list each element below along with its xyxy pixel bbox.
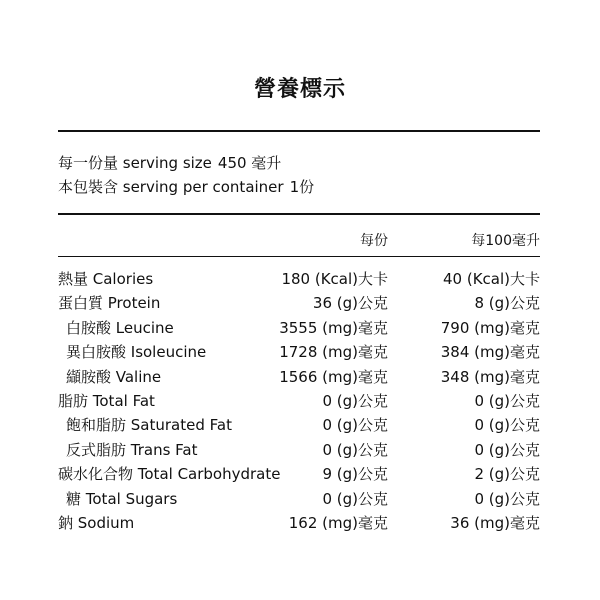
per-100ml-value: 36 (mg)毫克 [450,514,540,532]
column-header-per-100ml: 每100毫升 [471,233,540,249]
per-serving-value: 36 (g)公克 [312,294,388,312]
divider-header [58,256,540,257]
per-serving-value: 0 (g)公克 [322,416,388,434]
nutrient-row-sodium [58,512,540,536]
nutrient-row-protein [58,292,540,316]
serving-size [58,152,287,173]
nutrient-row-trans-fat [58,439,540,463]
per-100ml-value: 0 (g)公克 [474,392,540,410]
nutrient-row-calories [58,268,540,292]
nutrient-row-leucine [58,317,540,341]
nutrient-name: 糖 Total Sugars [66,490,178,508]
nutrient-name: 脂肪 Total Fat [58,392,155,410]
nutrient-name: 纈胺酸 Valine [66,368,162,386]
divider-middle [58,213,540,215]
servings-per-container-label: 本包裝含 serving per container [58,178,284,196]
servings-per-container [58,176,320,197]
per-100ml-value: 790 (mg)毫克 [440,319,540,337]
nutrient-name: 熱量 Calories [58,270,154,288]
per-100ml-value: 8 (g)公克 [474,294,540,312]
per-serving-value: 9 (g)公克 [322,465,388,483]
per-100ml-value: 40 (Kcal)大卡 [442,270,540,288]
nutrient-row-valine [58,366,540,390]
nutrient-name: 異白胺酸 Isoleucine [66,343,207,361]
per-serving-value: 1728 (mg)毫克 [279,343,388,361]
serving-size-value: 450 毫升 [217,154,282,172]
nutrient-row-sugars [58,488,540,512]
per-100ml-value: 2 (g)公克 [474,465,540,483]
per-serving-value: 180 (Kcal)大卡 [281,270,388,288]
page-title: 營養標示 [253,77,346,102]
per-serving-value: 0 (g)公克 [322,392,388,410]
per-100ml-value: 348 (mg)毫克 [440,368,540,386]
nutrient-name: 碳水化合物 Total Carbohydrate [58,465,281,483]
per-100ml-value: 0 (g)公克 [474,416,540,434]
nutrient-name: 鈉 Sodium [58,514,135,532]
per-100ml-value: 0 (g)公克 [474,490,540,508]
per-serving-value: 0 (g)公克 [322,441,388,459]
per-100ml-value: 384 (mg)毫克 [440,343,540,361]
nutrient-name: 反式脂肪 Trans Fat [66,441,198,459]
nutrient-name: 蛋白質 Protein [58,294,161,312]
nutrient-row-carbohydrate [58,463,540,487]
column-header-per-serving: 每份 [360,233,388,249]
nutrient-row-isoleucine [58,341,540,365]
per-serving-value: 0 (g)公克 [322,490,388,508]
nutrient-row-saturated-fat [58,414,540,438]
servings-per-container-value: 1份 [289,178,315,196]
divider-top [58,130,540,132]
per-100ml-value: 0 (g)公克 [474,441,540,459]
nutrient-name: 飽和脂肪 Saturated Fat [66,416,232,434]
nutrient-row-total-fat [58,390,540,414]
serving-size-label: 每一份量 serving size [58,154,212,172]
per-serving-value: 3555 (mg)毫克 [279,319,388,337]
per-serving-value: 162 (mg)毫克 [288,514,388,532]
per-serving-value: 1566 (mg)毫克 [279,368,388,386]
nutrient-name: 白胺酸 Leucine [66,319,174,337]
